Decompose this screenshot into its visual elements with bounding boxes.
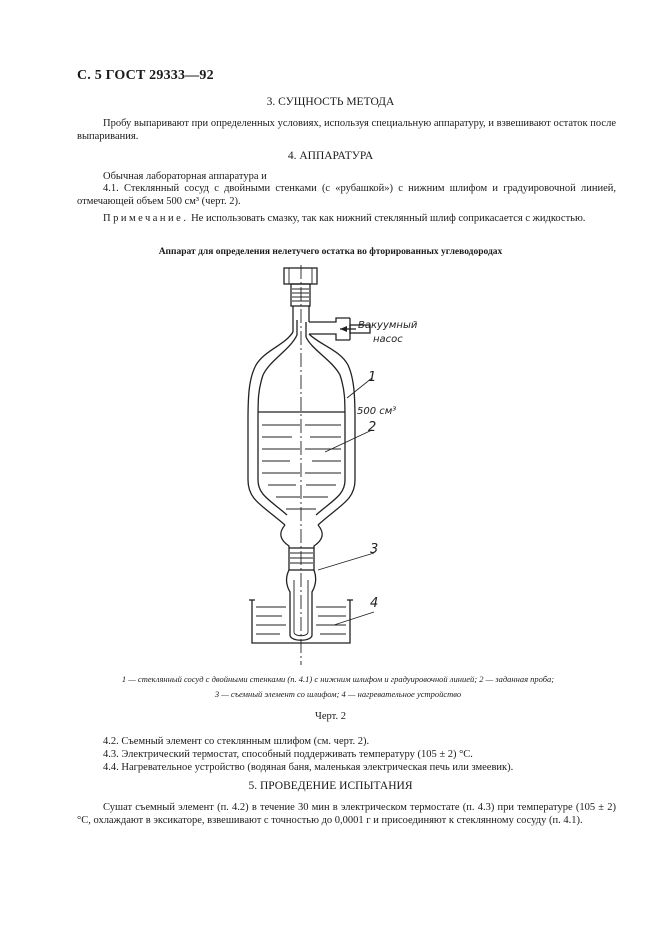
note-text: Не использовать смазку, так как нижний стеклянный шлиф соприкасается с жидкостью. (188, 213, 586, 224)
figure-number: Черт. 2 (315, 711, 346, 722)
liquid-hatch (262, 425, 341, 509)
section-3-title: 3. СУЩНОСТЬ МЕТОДА (266, 96, 395, 108)
section-3-text: Пробу выпаривают при определенных условиях, используя специальную аппаратуру, и взвешивают остаток после выпаривания. (77, 118, 616, 142)
section-4-item-1: 4.1. Стеклянный сосуд с двойными стенками (с «рубашкой») с нижним шлифом и градуировочной линией, отмечающей объем 500 см³ (черт. 2). (77, 183, 616, 207)
label-2: 2 (368, 420, 377, 435)
label-4: 4 (370, 596, 379, 611)
item-4-4: 4.4. Нагревательное устройство (водяная баня, маленькая электрическая печь или змеевик). (103, 762, 514, 773)
section-4-intro: Обычная лабораторная аппаратура и (103, 171, 267, 182)
label-vacuum-1: Вакуумный (358, 320, 418, 331)
removable-element-joint (289, 548, 314, 570)
vacuum-arm-top (309, 318, 350, 322)
stopper-ground-joint (291, 284, 310, 306)
section-5-title: 5. ПРОВЕДЕНИЕ ИСПЫТАНИЯ (248, 780, 413, 792)
item-4-2: 4.2. Съемный элемент со стеклянным шлифом (см. черт. 2). (103, 736, 370, 747)
leader-3 (318, 553, 374, 570)
caption-line-2: 3 — съемный элемент со шлифом; 4 — нагревательное устройство (214, 689, 462, 699)
note-label: Примечание. (103, 213, 189, 224)
stopper-hatch (292, 289, 309, 301)
label-3: 3 (370, 542, 379, 557)
item-4-3: 4.3. Электрический термостат, способный поддерживать температуру (105 ± 2) °С. (103, 749, 473, 760)
label-vacuum-2: насос (373, 334, 403, 345)
vacuum-arrow-head (340, 326, 347, 332)
label-1: 1 (368, 370, 377, 385)
section-5-text: Сушат съемный элемент (п. 4.2) в течение 30 мин в электрическом термостате (п. 4.3) при температуре (105 ± 2) °С, охлаждают в эксикаторе, взвешивают с точностью до 0,0001 г и присоединяют к стеклянному сосуду (п. 4.1). (77, 802, 616, 826)
figure-title: Аппарат для определения нелетучего остатка во фторированных углеводородах (158, 247, 503, 257)
section-4-title: 4. АППАРАТУРА (287, 150, 374, 162)
label-volume: 500 см³ (357, 406, 397, 417)
leader-4 (334, 612, 374, 625)
page-header: С. 5 ГОСТ 29333—92 (77, 68, 214, 83)
caption-line-1: 1 — стеклянный сосуд с двойными стенками (п. 4.1) с нижним шлифом и градуировочной линией; 2 — заданная проба; (121, 674, 555, 684)
leader-2 (325, 430, 372, 452)
figure-caption (60, 672, 616, 702)
